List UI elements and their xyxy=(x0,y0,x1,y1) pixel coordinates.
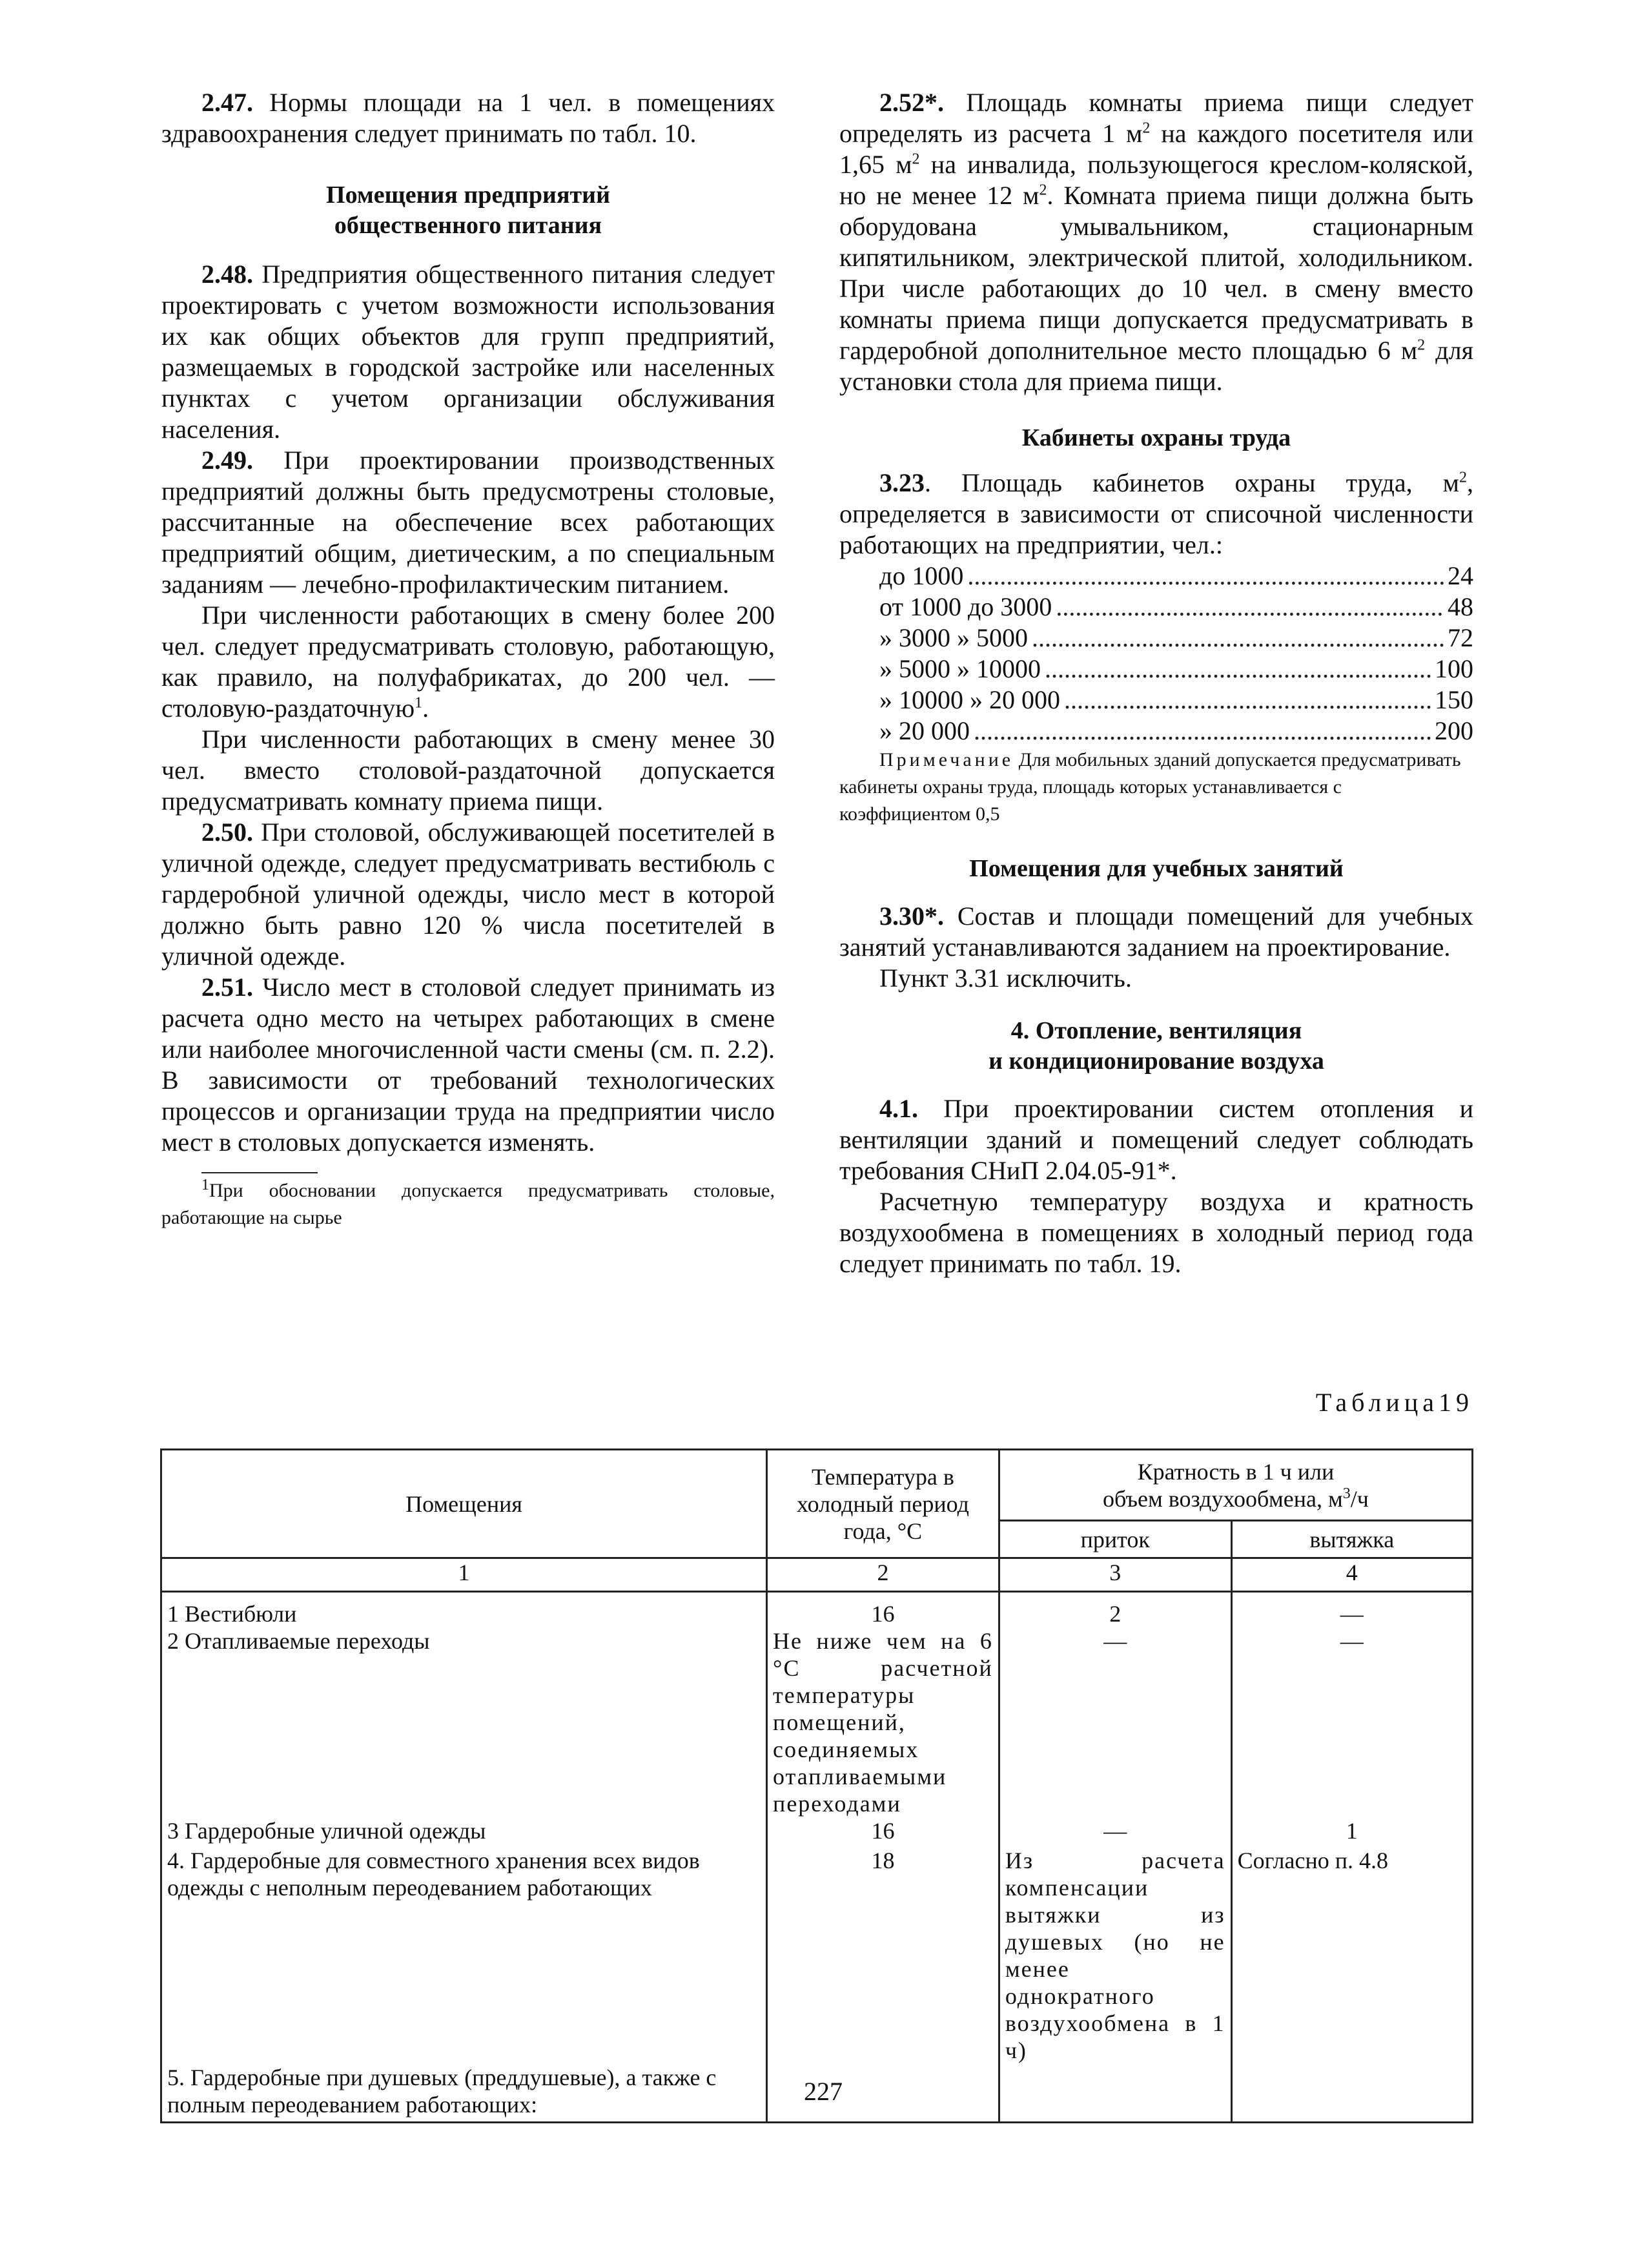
paragraph-text: Нормы площади на 1 чел. в помещениях здравоохранения следует принимать по табл. 10. xyxy=(161,88,775,148)
section-heading-education: Помещения для учебных занятий xyxy=(969,855,1344,882)
list-item xyxy=(839,561,1473,592)
footnote-ref: 1 xyxy=(415,694,423,712)
paragraph-4-1-b: Расчетную температуру воздуха и кратность воздухообмена в помещениях в холодный период года следует принимать по табл. 19. xyxy=(839,1187,1473,1278)
header-text: объем воздухообмена, м xyxy=(1102,1485,1343,1512)
footnote-mark: 1 xyxy=(201,1177,209,1193)
cell-room: 2 Отапливаемые переходы xyxy=(161,1627,767,1817)
clause-number: 2.50. xyxy=(201,818,253,847)
paragraph-text: При столовой, обслуживающей посетителей в уличной одежде, следует предусматривать вестибюль с гардеробной уличной одежды, число мест в которой должно быть равно 120 % числа посетителей в уличной одежде. xyxy=(161,818,775,971)
section-heading-heating xyxy=(839,1016,1473,1077)
list-item-value: 72 xyxy=(1448,623,1473,652)
table-row xyxy=(161,1847,1473,2064)
paragraph-2-51 xyxy=(161,972,775,1158)
header-text: /ч xyxy=(1350,1485,1369,1512)
column-number: 4 xyxy=(1231,1558,1472,1592)
footnote-divider xyxy=(201,1172,318,1173)
cell-inflow: — xyxy=(999,1817,1231,1847)
list-item xyxy=(839,685,1473,716)
list-item-value: 150 xyxy=(1435,685,1473,714)
cell-room: 3 Гардеробные уличной одежды xyxy=(161,1817,767,1847)
paragraph-2-50 xyxy=(161,817,775,972)
paragraph-4-1 xyxy=(839,1093,1473,1186)
paragraph-2-47 xyxy=(161,87,775,149)
dot-leader xyxy=(1064,685,1431,716)
paragraph-3-30 xyxy=(839,901,1473,963)
cell-temperature: 16 xyxy=(767,1592,999,1628)
paragraph-text: на каждого посетителя или 1,65 м xyxy=(839,119,1473,179)
paragraph-text: При проектировании систем отопления и вентиляции зданий и помещений следует соблюдать требования СНиП 2.04.05-91*. xyxy=(839,1094,1473,1185)
paragraph-text: для установки стола для приема пищи. xyxy=(839,336,1473,396)
cell-room: 1 Вестибюли xyxy=(161,1592,767,1628)
cell-temperature: Не ниже чем на 6 °С расчетной температуры помещений, соединяемых отапливаемыми переходами xyxy=(767,1627,999,1817)
table-row xyxy=(161,1627,1473,1817)
clause-number: 2.49. xyxy=(201,446,253,475)
cell-exhaust xyxy=(1231,2064,1472,2122)
right-column xyxy=(839,87,1473,1279)
heading-line: 4. Отопление, вентиляция xyxy=(1010,1017,1302,1044)
superscript: 2 xyxy=(1459,469,1467,486)
paragraph-text: на инвалида, пользующегося креслом-коляской, но не менее 12 м xyxy=(839,150,1473,210)
clause-number: 2.48. xyxy=(201,260,253,289)
note-label: Примечание xyxy=(879,749,1014,770)
cell-inflow: Из расчета компенсации вытяжки из душевых (но не менее однократного воздухообмена в 1 ч) xyxy=(999,1847,1231,2064)
paragraph-text: При численности работающих в смену более 200 чел. следует предусматривать столовую, работающую, как правило, на полуфабрикатах, до 200 чел. — столовую-раздаточную xyxy=(161,601,775,723)
paragraph-2-49-c xyxy=(161,724,775,817)
list-item-label: от 1000 до 3000 xyxy=(879,592,1052,621)
dot-leader xyxy=(1032,623,1444,654)
heading-line: и кондиционирование воздуха xyxy=(988,1047,1324,1075)
paragraph-2-48 xyxy=(161,259,775,445)
cell-temperature: 18 xyxy=(767,1847,999,2064)
table-number-row xyxy=(161,1558,1473,1592)
area-list xyxy=(839,561,1473,747)
table-row xyxy=(161,1817,1473,1847)
page-number: 227 xyxy=(804,2077,843,2106)
column-number: 2 xyxy=(767,1558,999,1592)
list-item-value: 24 xyxy=(1448,561,1473,590)
paragraph-2-52 xyxy=(839,87,1473,397)
footnote xyxy=(161,1177,775,1232)
list-item xyxy=(839,623,1473,654)
note-text: Для мобильных зданий допускается предусматривать кабинеты охраны труда, площадь которых устанавливается с коэффициентом 0,5 xyxy=(839,749,1461,825)
superscript: 2 xyxy=(1417,336,1426,354)
paragraph-2-49-b xyxy=(161,600,775,724)
paragraph-text: . Комната приема пищи должна быть оборудована умывальником, стационарным кипятильником, электрической плитой, холодильником. При числе работающих до 10 чел. в смену вместо комнаты приема пищи допускается предусматривать в гардеробной дополнительное место площадью 6 м xyxy=(839,181,1474,365)
cell-inflow: 2 xyxy=(999,1592,1231,1628)
header-temperature: Температура в холодный период года, °С xyxy=(767,1450,999,1558)
clause-number: 4.1. xyxy=(879,1094,918,1123)
cell-exhaust: — xyxy=(1231,1592,1472,1628)
cell-inflow: — xyxy=(999,1627,1231,1817)
paragraph-2-49 xyxy=(161,445,775,600)
footnote-text: При обосновании допускается предусматривать столовые, работающие на сырье xyxy=(161,1180,775,1228)
cell-temperature: 16 xyxy=(767,1817,999,1847)
paragraph-3-23 xyxy=(839,468,1473,561)
clause-number: 3.23 xyxy=(879,468,925,497)
list-item-label: до 1000 xyxy=(879,561,964,590)
dot-leader xyxy=(1056,592,1444,623)
list-item xyxy=(839,654,1473,685)
paragraph-text: При численности работающих в смену менее 30 чел. вместо столовой-раздаточной допускается предусматривать комнату приема пищи. xyxy=(161,725,775,816)
list-item-label: » 10000 » 20 000 xyxy=(879,685,1060,714)
paragraph-text: При проектировании производственных предприятий должны быть предусмотрены столовые, рассчитанные на обеспечение всех работающих предприятий общим, диетическим, а по специальным заданиям — лечебно-профилактическим питанием. xyxy=(161,446,775,599)
header-air-rate xyxy=(999,1450,1472,1521)
list-item-value: 100 xyxy=(1435,654,1473,683)
paragraph-text: . xyxy=(422,694,429,723)
cell-exhaust: Согласно п. 4.8 xyxy=(1231,1847,1472,2064)
cell-inflow xyxy=(999,2064,1231,2122)
superscript: 2 xyxy=(912,150,920,168)
cell-room: 5. Гардеробные при душевых (преддушевые), а также с полным переодеванием работающих: xyxy=(161,2064,767,2122)
heading-line: Помещения предприятий xyxy=(326,181,610,209)
clause-number: 2.47. xyxy=(201,88,253,117)
paragraph-text: . Площадь кабинетов охраны труда, м xyxy=(925,468,1459,497)
list-item-label: » 20 000 xyxy=(879,716,970,745)
table-19 xyxy=(160,1448,1473,2123)
paragraph-text: , определяется в зависимости от списочной численности работающих на предприятии, чел.: xyxy=(839,468,1473,559)
paragraph-text: Состав и площади помещений для учебных занятий устанавливаются заданием на проектирование. xyxy=(839,902,1474,962)
table-title: Таблица19 xyxy=(1315,1388,1473,1417)
section-heading-labor-safety: Кабинеты охраны труда xyxy=(1021,424,1291,451)
dot-leader xyxy=(974,716,1431,747)
paragraph-text: Предприятия общественного питания следует проектировать с учетом возможности использования их как общих объектов для групп предприятий, размещаемых в городской застройке или населенных пунктах с учетом организации обслуживания населения. xyxy=(161,260,775,444)
list-item-label: » 3000 » 5000 xyxy=(879,623,1028,652)
heading-line: общественного питания xyxy=(334,212,602,239)
header-exhaust: вытяжка xyxy=(1231,1521,1472,1558)
cell-exhaust: — xyxy=(1231,1627,1472,1817)
clause-number: 3.30*. xyxy=(879,902,944,931)
header-text: Кратность в 1 ч или xyxy=(1137,1458,1335,1485)
list-item xyxy=(839,592,1473,623)
dot-leader xyxy=(1045,654,1431,685)
table-header-row xyxy=(161,1450,1473,1521)
column-number: 1 xyxy=(161,1558,767,1592)
clause-number: 2.52*. xyxy=(879,88,944,117)
paragraph-3-31: Пункт 3.31 исключить. xyxy=(879,964,1132,993)
section-heading-catering xyxy=(161,180,775,241)
header-inflow: приток xyxy=(999,1521,1231,1558)
paragraph-text: Число мест в столовой следует принимать из расчета одно место на четырех работающих в смене или наиболее многочисленной части смены (см. п. 2.2). В зависимости от требований технологических процессов и организации труда на предприятии число мест в столовых допускается изменять. xyxy=(161,973,775,1157)
list-item-value: 200 xyxy=(1435,716,1473,745)
table-row xyxy=(161,1592,1473,1628)
cell-exhaust: 1 xyxy=(1231,1817,1472,1847)
list-item-value: 48 xyxy=(1448,592,1473,621)
clause-number: 2.51. xyxy=(201,973,253,1002)
superscript: 2 xyxy=(1039,181,1047,199)
list-item xyxy=(839,716,1473,747)
left-column xyxy=(161,87,775,1232)
column-number: 3 xyxy=(999,1558,1231,1592)
header-rooms: Помещения xyxy=(161,1450,767,1558)
list-item-label: » 5000 » 10000 xyxy=(879,654,1041,683)
note xyxy=(839,747,1473,828)
dot-leader xyxy=(967,561,1444,592)
superscript: 2 xyxy=(1142,119,1151,137)
superscript: 3 xyxy=(1342,1485,1351,1502)
paragraph-text: Площадь комнаты приема пищи следует определять из расчета 1 м xyxy=(839,88,1474,148)
cell-room: 4. Гардеробные для совместного хранения всех видов одежды с неполным переодеванием работающих xyxy=(161,1847,767,2064)
